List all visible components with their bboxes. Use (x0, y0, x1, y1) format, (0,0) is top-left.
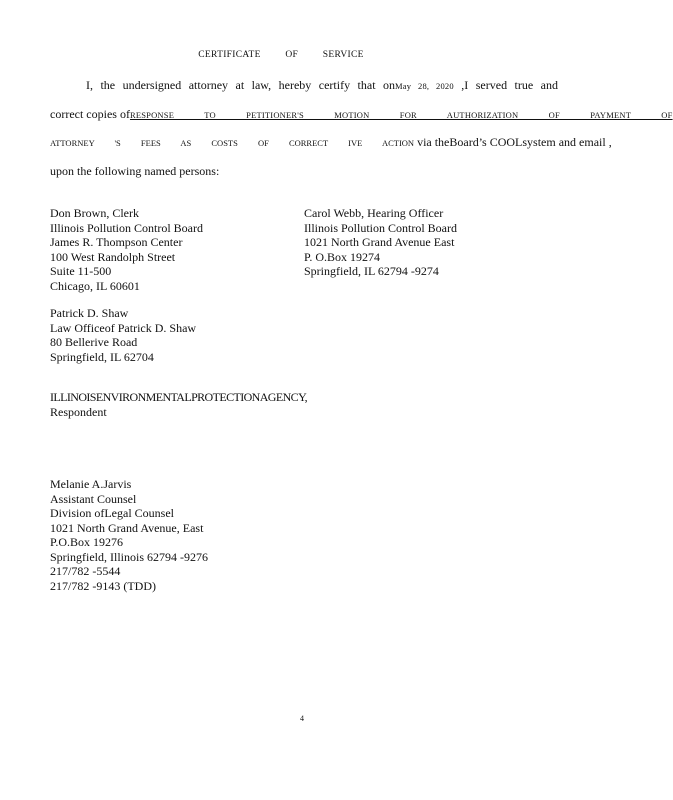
address-line: James R. Thompson Center (50, 235, 183, 249)
copies-prefix: correct copies of (50, 107, 130, 121)
page-number: 4 (300, 714, 304, 723)
address-line: 100 West Randolph Street (50, 249, 176, 264)
service-method: via theBoard’s COOLsystem and email , (417, 135, 612, 149)
petitioner-counsel-address-block (50, 306, 196, 364)
document-title-part-1: RESPONSE TO PETITIONER'S MOTION FOR AUTHORIZATION OF PAYMENT OF (129, 110, 673, 120)
address-line: 1021 North Grand Avenue, East (50, 520, 204, 535)
address-line: Illinois Pollution Control Board (50, 220, 204, 235)
service-date: May 28, 2020 (395, 81, 454, 91)
document-title-part-2: ATTORNEY 'S FEES AS COSTS OF CORRECT IVE ACTION (50, 138, 415, 148)
address-line: Carol Webb, Hearing Officer (304, 206, 444, 220)
certification-text-continued: ,I served true and (461, 78, 559, 92)
address-line: 217/782 -5544 (50, 564, 121, 578)
address-line: Illinois Pollution Control Board (304, 220, 458, 235)
certification-line-1 (50, 78, 558, 93)
address-line: 80 Bellerive Road (50, 335, 138, 349)
address-line: P.O.Box 19276 (50, 535, 124, 549)
address-line: Don Brown, Clerk (50, 206, 139, 220)
certification-line-3 (50, 135, 612, 150)
respondent-block (50, 390, 307, 419)
address-line: Springfield, IL 62704 (50, 349, 154, 364)
signer-address-block (50, 477, 208, 593)
address-line: Springfield, Illinois 62794 -9276 (50, 549, 208, 564)
address-line: Division ofLegal Counsel (50, 506, 174, 520)
respondent-label: Respondent (50, 404, 107, 419)
respondent-agency: ILLINOISENVIRONMENTALPROTECTIONAGENCY, (50, 390, 307, 404)
certification-text: I, the undersigned attorney at law, hereby certify that on (86, 78, 396, 92)
certificate-title: CERTIFICATE OF SERVICE (198, 50, 364, 60)
address-line: Suite 11-500 (50, 264, 112, 278)
address-line: Assistant Counsel (50, 491, 137, 506)
certification-line-4: upon the following named persons: (50, 164, 220, 178)
certification-line-2 (50, 107, 673, 122)
address-line: Chicago, IL 60601 (50, 278, 140, 293)
clerk-address-block (50, 206, 203, 293)
address-line: Patrick D. Shaw (50, 306, 129, 320)
address-line: P. O.Box 19274 (304, 249, 381, 264)
address-line: 217/782 -9143 (TDD) (50, 578, 156, 593)
address-line: Melanie A.Jarvis (50, 477, 132, 491)
address-line: Springfield, IL 62794 -9274 (304, 264, 439, 278)
address-line: 1021 North Grand Avenue East (304, 235, 455, 249)
address-line: Law Officeof Patrick D. Shaw (50, 320, 197, 335)
hearing-officer-address-block (304, 206, 457, 279)
